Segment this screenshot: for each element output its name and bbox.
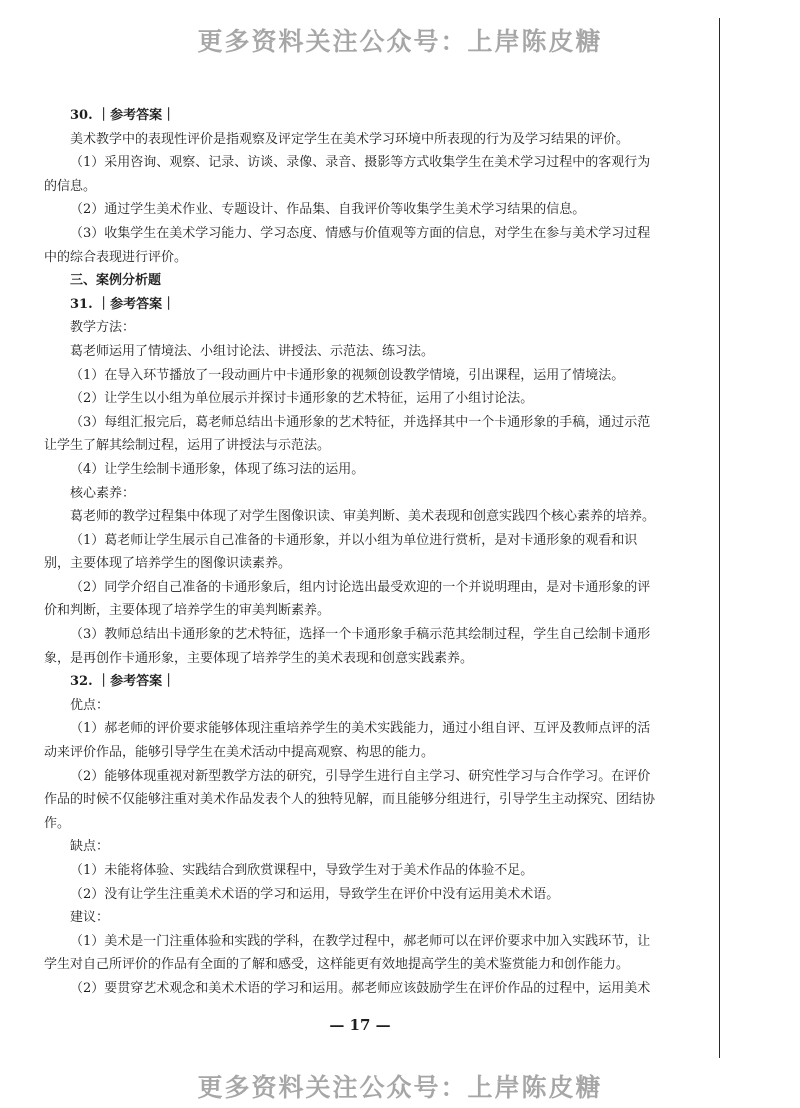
text-paragraph: 葛老师的教学过程集中体现了对学生图像识读、审美判断、美术表现和创意实践四个核心素养的培养。 <box>70 509 656 525</box>
text-paragraph: 美术教学中的表现性评价是指观察及评定学生在美术学习环境中所表现的行为及学习结果的评价。 <box>70 131 630 147</box>
text-paragraph: （2）能够体现重视对新型教学方法的研究，引导学生进行自主学习、研究性学习与合作学习。在评价作品的时候不仅能够注重对美术作品发表个人的独特见解，而且能够分组进行，引导学生主动探究、团结协作。 <box>44 768 656 831</box>
text-paragraph: （2）通过学生美术作业、专题设计、作品集、自我评价等收集学生美术学习结果的信息。 <box>70 202 586 218</box>
text-paragraph: （1）郝老师的评价要求能够体现注重培养学生的美术实践能力，通过小组自评、互评及教师点评的活动来评价作品，能够引导学生在美术活动中提高观察、构思的能力。 <box>44 721 651 761</box>
text-paragraph: 缺点： <box>70 839 110 855</box>
text-paragraph: 建议： <box>70 910 110 926</box>
text-paragraph: （1）葛老师让学生展示自己准备的卡通形象，并以小组为单位进行赏析，是对卡通形象的观看和识别，主要体现了培养学生的图像识读素养。 <box>44 532 638 572</box>
page-number: — 17 — <box>329 1016 391 1034</box>
page-edge-rule <box>719 18 720 1058</box>
watermark-banner-bottom: 更多资料关注公众号：上岸陈皮糖 <box>197 1073 603 1102</box>
text-paragraph: （3）收集学生在美术学习能力、学习态度、情感与价值观等方面的信息，对学生在参与美术学习过程中的综合表现进行评价。 <box>44 225 651 265</box>
text-paragraph: （1）美术是一门注重体验和实践的学科，在教学过程中，郝老师可以在评价要求中加入实践环节，让学生对自己所评价的作品有全面的了解和感受，这样能更有效地提高学生的美术鉴赏能力和创作能力。 <box>44 933 651 973</box>
section-heading: 31. ｜参考答案｜ <box>70 296 176 312</box>
text-paragraph: （3）每组汇报完后，葛老师总结出卡通形象的艺术特征，并选择其中一个卡通形象的手稿，通过示范让学生了解其绘制过程，运用了讲授法与示范法。 <box>44 414 651 454</box>
text-paragraph: （4）让学生绘制卡通形象，体现了练习法的运用。 <box>70 461 365 477</box>
section-heading: 32. ｜参考答案｜ <box>70 674 176 690</box>
text-paragraph: （2）同学介绍自己准备的卡通形象后，组内讨论选出最受欢迎的一个并说明理由，是对卡通形象的评价和判断，主要体现了培养学生的审美判断素养。 <box>44 579 651 619</box>
text-paragraph: （2）让学生以小组为单位展示并探讨卡通形象的艺术特征，运用了小组讨论法。 <box>70 391 534 407</box>
text-paragraph: （2）要贯穿艺术观念和美术术语的学习和运用。郝老师应该鼓励学生在评价作品的过程中，运用美术 <box>70 980 651 996</box>
section-heading: 三、案例分析题 <box>70 273 162 289</box>
text-paragraph: 核心素养： <box>70 485 136 501</box>
section-heading: 30. ｜参考答案｜ <box>70 108 176 123</box>
text-paragraph: 教学方法： <box>70 320 136 336</box>
text-paragraph: 葛老师运用了情境法、小组讨论法、讲授法、示范法、练习法。 <box>70 343 435 359</box>
text-paragraph: （1）未能将体验、实践结合到欣赏课程中，导致学生对于美术作品的体验不足。 <box>70 863 534 878</box>
text-paragraph: （3）教师总结出卡通形象的艺术特征，选择一个卡通形象手稿示范其绘制过程，学生自己绘制卡通形象，是再创作卡通形象，主要体现了培养学生的美术表现和创意实践素养。 <box>44 627 651 666</box>
answer-content <box>44 104 658 1001</box>
text-paragraph: （2）没有让学生注重美术术语的学习和运用，导致学生在评价中没有运用美术术语。 <box>70 886 560 902</box>
watermark-banner-top: 更多资料关注公众号：上岸陈皮糖 <box>197 27 603 56</box>
text-paragraph: （1）采用咨询、观察、记录、访谈、录像、录音、摄影等方式收集学生在美术学习过程中的客观行为的信息。 <box>44 155 651 194</box>
text-paragraph: 优点： <box>70 697 110 713</box>
text-paragraph: （1）在导入环节播放了一段动画片中卡通形象的视频创设教学情境，引出课程，运用了情境法。 <box>70 367 625 383</box>
